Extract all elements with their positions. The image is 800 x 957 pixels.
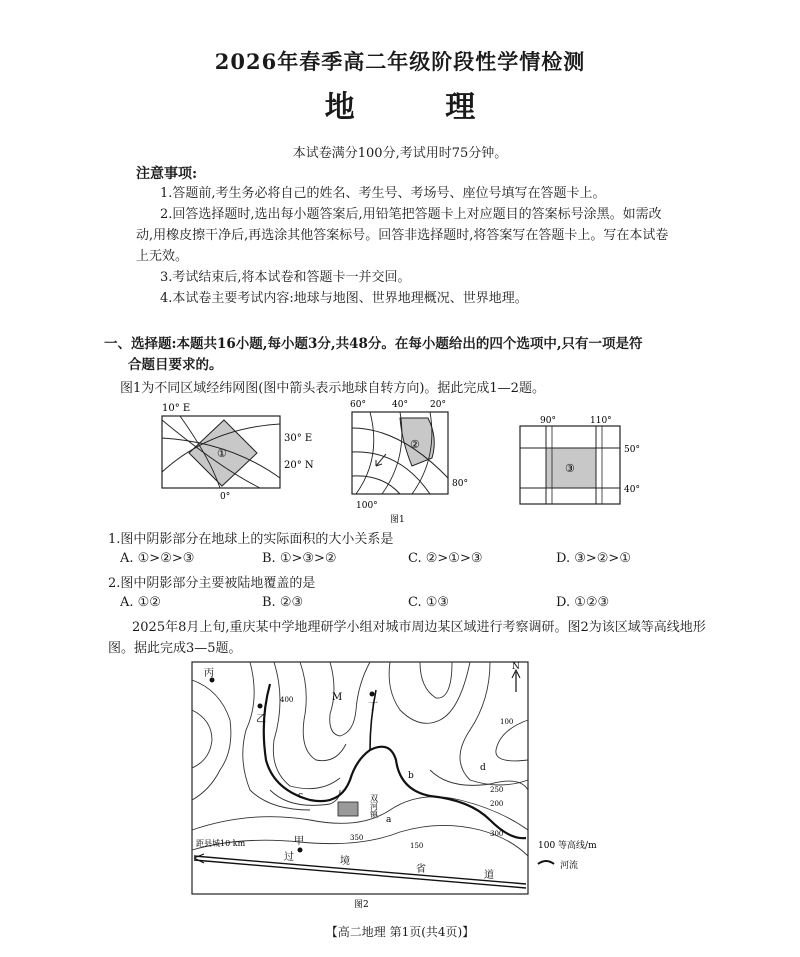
panel1-top-lon: 10° E [162, 403, 191, 414]
question-1-stem: 1.图中阴影部分在地球上的实际面积的大小关系是 [108, 532, 394, 547]
legend-river: 河流 [560, 861, 579, 871]
region-3-label: ③ [565, 462, 575, 475]
label-m: M [332, 692, 343, 703]
figure1-panel2 [350, 400, 468, 511]
notice-item: 3.考试结束后,将本试卷和答题卡一并交回。 [160, 270, 411, 285]
panel2-lon-a: 60° [350, 400, 366, 410]
region-1-label: ① [217, 447, 227, 460]
road-text-4: 道 [484, 870, 494, 881]
point-ding [370, 692, 375, 697]
map-legend [538, 839, 597, 871]
river-main [264, 684, 526, 838]
panel3-lon-a: 90° [540, 416, 556, 426]
panel2-lon-c: 20° [430, 400, 446, 410]
map-frame [192, 662, 528, 894]
notice-item: 4.本试卷主要考试内容:地球与地图、世界地理概况、世界地理。 [160, 291, 528, 306]
section-title-line2: 合题目要求的。 [128, 357, 223, 373]
figure1-panel1 [162, 403, 314, 502]
figure1-intro: 图1为不同区域经纬网图(图中箭头表示地球自转方向)。据此完成1—2题。 [120, 381, 545, 396]
label-ding: 丁 [368, 702, 378, 713]
panel3-lat-a: 50° [624, 445, 640, 455]
legend-contour: 100 等高线/m [538, 841, 597, 851]
contour-value: 400 [280, 696, 294, 704]
river-legend-icon [538, 861, 554, 864]
section-title-line1: 一、选择题:本题共16小题,每小题3分,共48分。在每小题给出的四个选项中,只有一项是符 [104, 336, 643, 352]
label-c: c [298, 791, 304, 801]
figure2-caption: 图2 [354, 900, 369, 910]
contour-value: 300 [490, 830, 504, 838]
figure1 [150, 398, 650, 528]
question-2-option-a[interactable]: A. ①② [120, 595, 161, 610]
road-text-2: 境 [340, 856, 350, 867]
panel3-lon-b: 110° [590, 416, 612, 426]
notice-heading: 注意事项: [136, 166, 198, 182]
label-a: a [386, 815, 392, 825]
score-info: 本试卷满分100分,考试用时75分钟。 [292, 146, 508, 161]
north-arrow [512, 662, 520, 692]
contour-value: 350 [350, 834, 364, 842]
road-direction-arrow-icon [194, 854, 204, 863]
exam-title: 2026年春季高二年级阶段性学情检测 [214, 49, 586, 74]
road-text-3: 省 [416, 864, 426, 875]
panel2-bottom: 100° [356, 501, 378, 511]
road-text-1: 过 [284, 852, 294, 863]
label-jia: 甲 [294, 836, 304, 847]
page-footer: 【高二地理 第1页(共4页)】 [325, 925, 475, 939]
notice-item: 2.回答选择题时,选出每小题答案后,用铅笔把答题卡上对应题目的答案标号涂黑。如需改动,用橡皮擦干净后,再选涂其他答案标号。回答非选择题时,将答案写在答题卡上。写在本试卷上无效。 [136, 207, 669, 264]
contour-value: 150 [410, 842, 424, 850]
question-2-stem: 2.图中阴影部分主要被陆地覆盖的是 [108, 576, 316, 591]
panel1-lat-b: 20° N [284, 460, 314, 471]
provincial-road [194, 856, 526, 888]
label-b: b [408, 771, 414, 781]
figure2 [190, 660, 710, 910]
label-bing: 丙 [204, 668, 214, 679]
figure1-panel3 [520, 416, 640, 504]
north-label: N [512, 662, 520, 672]
point-jia [298, 848, 303, 853]
question-2-option-b[interactable]: B. ②③ [262, 595, 304, 610]
panel3-lat-b: 40° [624, 485, 640, 495]
question-2-option-d[interactable]: D. ①②③ [556, 595, 610, 610]
contour-values [280, 696, 513, 850]
label-yi: 乙 [256, 714, 266, 725]
label-town: 双河镇 [369, 794, 379, 818]
label-d: d [480, 763, 486, 773]
distance-label: 距县城10 km [196, 839, 246, 848]
question-1-option-a[interactable]: A. ①>②>③ [120, 551, 195, 566]
contour-value: 100 [500, 718, 514, 726]
panel2-lon-b: 40° [392, 400, 408, 410]
question-1-option-b[interactable]: B. ①>③>② [262, 551, 337, 566]
contour-value: 200 [490, 800, 504, 808]
point-yi [258, 704, 263, 709]
question-1-option-c[interactable]: C. ②>①>③ [408, 551, 483, 566]
figure2-intro: 2025年8月上旬,重庆某中学地理研学小组对城市周边某区域进行考察调研。图2为该区域等高线地形图。据此完成3—5题。 [108, 620, 706, 656]
panel1-bottom: 0° [220, 492, 231, 502]
panel1-lat-a: 30° E [284, 433, 313, 444]
subject-title: 地 理 [324, 90, 516, 125]
region-2-label: ② [410, 438, 420, 451]
panel2-lat-right: 80° [452, 479, 468, 489]
section-title [104, 334, 694, 376]
river-tributary [370, 690, 376, 750]
contour-value: 250 [490, 786, 504, 794]
town-shade [338, 802, 358, 816]
figure1-caption: 图1 [390, 515, 405, 525]
question-1-option-d[interactable]: D. ③>②>① [556, 551, 631, 566]
notice-item: 1.答题前,考生务必将自己的姓名、考生号、考场号、座位号填写在答题卡上。 [160, 186, 606, 201]
question-2-option-c[interactable]: C. ①③ [408, 595, 450, 610]
